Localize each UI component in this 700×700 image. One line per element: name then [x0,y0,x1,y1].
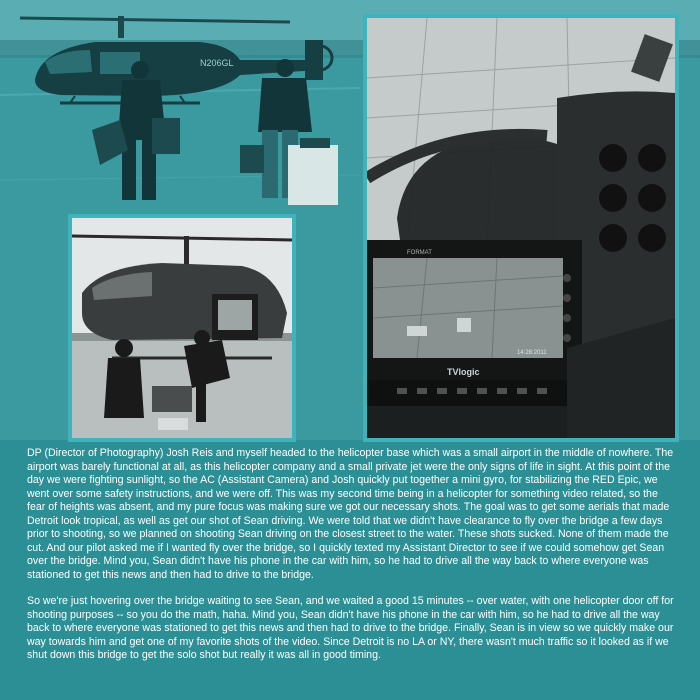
story-paragraph-1: DP (Director of Photography) Josh Reis and myself headed to the helicopter base which was a small airport in the middle of nowhere. The airport was barely functional at all, as this helicopter company and a small private jet were the only signs of life in sight. At this point of the day we were fighting sunlight, so the AC (Assistant Camera) and Josh quickly put together a mini gyro, for stabilizing the RED Epic, we went over some safety instructions, and we were off. This was my second time being in a helicopter for something video related, so the fear of heights was absent, and my pure focus was making sure we got our necessary shots. The goal was to get some aerials that made Detroit look tropical, as well as get our shot of Sean driving. We were told that we didn't have clearance to fly over the bridge a few days prior to shooting, so we planned on shooting Sean driving on the closest street to the water. These shots sucked. None of them made the cut. And our pilot asked me if I wanted fly over the bridge, so I quickly texted my Assistant Director to see if we could somehow get Sean over the bridge. Mind you, Sean didn't have his phone in the car with him, so he had to drive all the way back to where everyone was stationed to get this news and then had to drive to the bridge. [27,447,674,581]
photo-cockpit-monitor [363,14,679,442]
photo-cockpit-monitor-illustration [367,18,675,438]
story-paragraph-2: So we're just hovering over the bridge waiting to see Sean, and we waited a good 15 minutes -- over water, with one helicopter door off for shooting purposes -- so you do the math, haha. Mind you, Sean didn't have his phone in the car with him, so he had to drive all the way back to where everyone was stationed to get this news and then had to drive to the bridge. Finally, Sean is in view so we quickly make our way towards him and get one of my favorite shots of the video. Since Detroit is no LA or NY, there wasn't much traffic so it looked as if we shut down this bridge to get the solo shot but really it was all in good timing. [27,595,674,661]
tail-number-text: N206GL [200,58,234,68]
photo-crew-loading-illustration [72,218,292,438]
photo-crew-loading [68,214,296,442]
monitor-timecode-text: 14:28:2011 [517,350,547,356]
monitor-header-text: FORMAT [407,250,432,256]
monitor-brand-text: TVlogic [447,367,480,377]
tvlogic-monitor [367,240,582,406]
story-text [27,447,677,676]
